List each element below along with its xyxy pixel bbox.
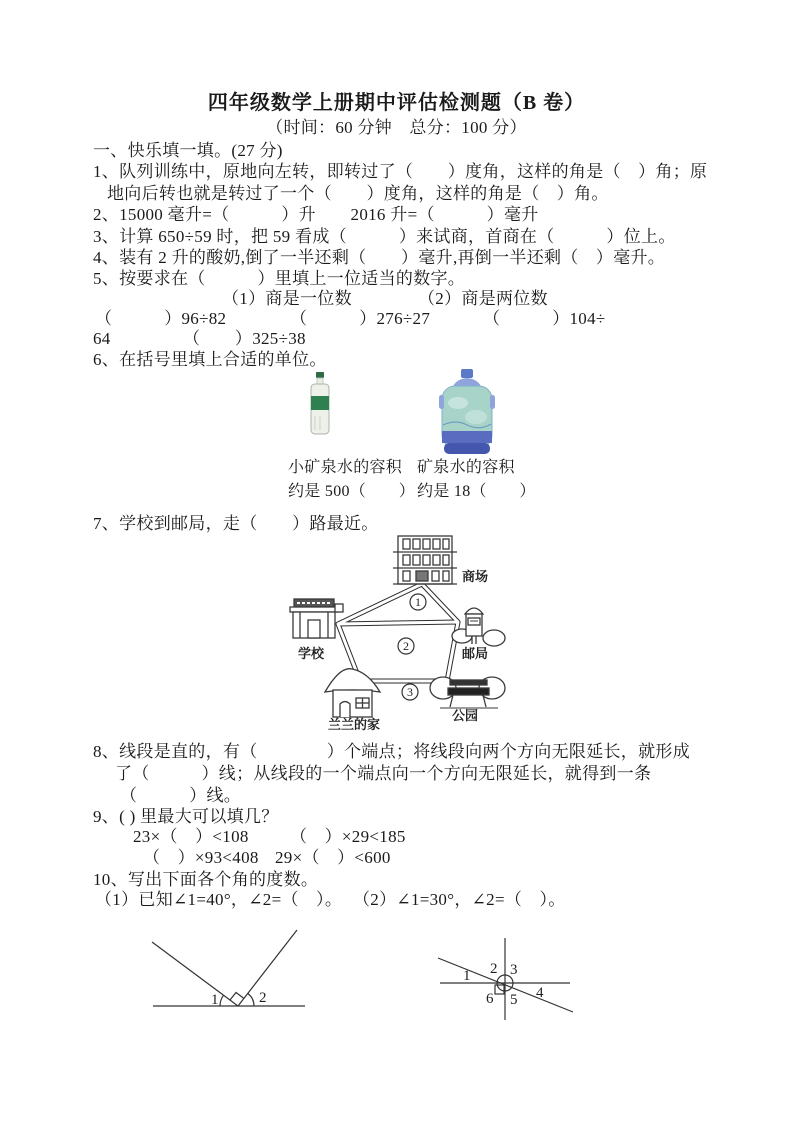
question-8-line-2: 了（ ）线；从线段的一个端点向一个方向无限延长，就得到一条 xyxy=(115,764,652,783)
question-1-line-1: 1、队列训练中，原地向左转，即转过了（ ）度角，这样的角是（ ）角；原 xyxy=(93,162,708,181)
question-1-line-2: 地向后转也就是转过了一个（ ）度角，这样的角是（ ）角。 xyxy=(107,184,609,203)
school-label: 学校 xyxy=(298,646,325,661)
angle2-label-2: 2 xyxy=(490,961,498,977)
route-map-figure xyxy=(280,528,565,735)
angle2-label-3: 3 xyxy=(510,962,518,978)
route-3-marker xyxy=(402,684,418,700)
route-2-marker xyxy=(398,638,414,654)
large-mineral-water-jug xyxy=(438,369,496,463)
question-7: 7、学校到邮局，走（ ）路最近。 xyxy=(93,514,379,533)
school-building-icon xyxy=(290,599,343,638)
q5-item-4: （ ）325÷38 xyxy=(183,329,306,348)
svg-text:2: 2 xyxy=(403,639,409,653)
angle-diagram-2 xyxy=(430,930,580,1030)
home-label: 兰兰的家 xyxy=(328,717,381,732)
q5-item-1: （ ）96÷82 xyxy=(95,309,227,328)
page-subtitle: （时间：60 分钟 总分：100 分） xyxy=(266,118,527,137)
angle2-label-6: 6 xyxy=(486,991,494,1007)
angle-2-label: 2 xyxy=(259,990,267,1006)
home-icon xyxy=(325,669,380,717)
post-office-label: 邮局 xyxy=(462,646,489,661)
route-1-marker xyxy=(410,594,426,610)
q5-item-2: （ ）276÷27 xyxy=(290,309,431,328)
svg-text:1: 1 xyxy=(415,595,421,609)
q9-item-4: 29×（ ）<600 xyxy=(275,848,391,867)
svg-text:3: 3 xyxy=(407,685,413,699)
question-3: 3、计算 650÷59 时，把 59 看成（ ）来试商，首商在（ ）位上。 xyxy=(93,227,676,246)
question-5: 5、按要求在（ ）里填上一位适当的数字。 xyxy=(93,269,466,288)
mall-label: 商场 xyxy=(462,569,489,584)
question-2: 2、15000 毫升=（ ）升 2016 升=（ ）毫升 xyxy=(93,205,539,224)
q9-item-2: （ ）×29<185 xyxy=(290,827,406,846)
question-8-line-3: （ ）线。 xyxy=(120,786,242,805)
q9-item-3: （ ）×93<408 xyxy=(143,848,259,867)
angle2-label-4: 4 xyxy=(536,985,544,1001)
q9-item-1: 23×（ ）<108 xyxy=(133,827,249,846)
question-10: 10、写出下面各个角的度数。 xyxy=(93,870,319,889)
jug-caption-line-1: 矿泉水的容积 xyxy=(417,459,515,476)
q5-item-3: （ ）104÷ xyxy=(483,309,606,328)
jug-caption-line-2: 约是 18（ ） xyxy=(417,483,536,500)
small-mineral-water-bottle xyxy=(307,372,333,436)
section-1-heading: 一、快乐填一填。(27 分) xyxy=(93,141,283,160)
park-icon xyxy=(430,677,505,708)
question-8-line-1: 8、线段是直的，有（ ）个端点；将线段向两个方向无限延长，就形成 xyxy=(93,742,690,761)
post-office-icon xyxy=(452,608,505,646)
roads xyxy=(338,584,458,681)
question-5-option-2: （2）商是两位数 xyxy=(418,289,548,308)
question-5-option-1: （1）商是一位数 xyxy=(222,289,352,308)
question-10-sub-1: （1）已知∠1=40°，∠2=（ ）。 xyxy=(95,890,343,909)
angle2-label-1: 1 xyxy=(463,968,471,984)
question-9: 9、( ) 里最大可以填几？ xyxy=(93,807,279,826)
angle-1-label: 1 xyxy=(211,992,219,1008)
page-title: 四年级数学上册期中评估检测题（B 卷） xyxy=(207,92,586,114)
q5-item-3-wrap: 64 xyxy=(93,329,111,348)
question-4: 4、装有 2 升的酸奶,倒了一半还剩（ ）毫升,再倒一半还剩（ ）毫升。 xyxy=(93,248,666,267)
angle-diagram-1 xyxy=(145,920,315,1015)
small-bottle-caption-line-2: 约是 500（ ） xyxy=(288,483,416,500)
angle2-label-5: 5 xyxy=(510,992,518,1008)
question-10-sub-2: （2）∠1=30°，∠2=（ ）。 xyxy=(353,890,566,909)
mall-building-icon xyxy=(393,536,457,584)
park-label: 公园 xyxy=(452,708,479,723)
small-bottle-caption-line-1: 小矿泉水的容积 xyxy=(288,459,403,476)
question-6: 6、在括号里填上合适的单位。 xyxy=(93,350,327,369)
